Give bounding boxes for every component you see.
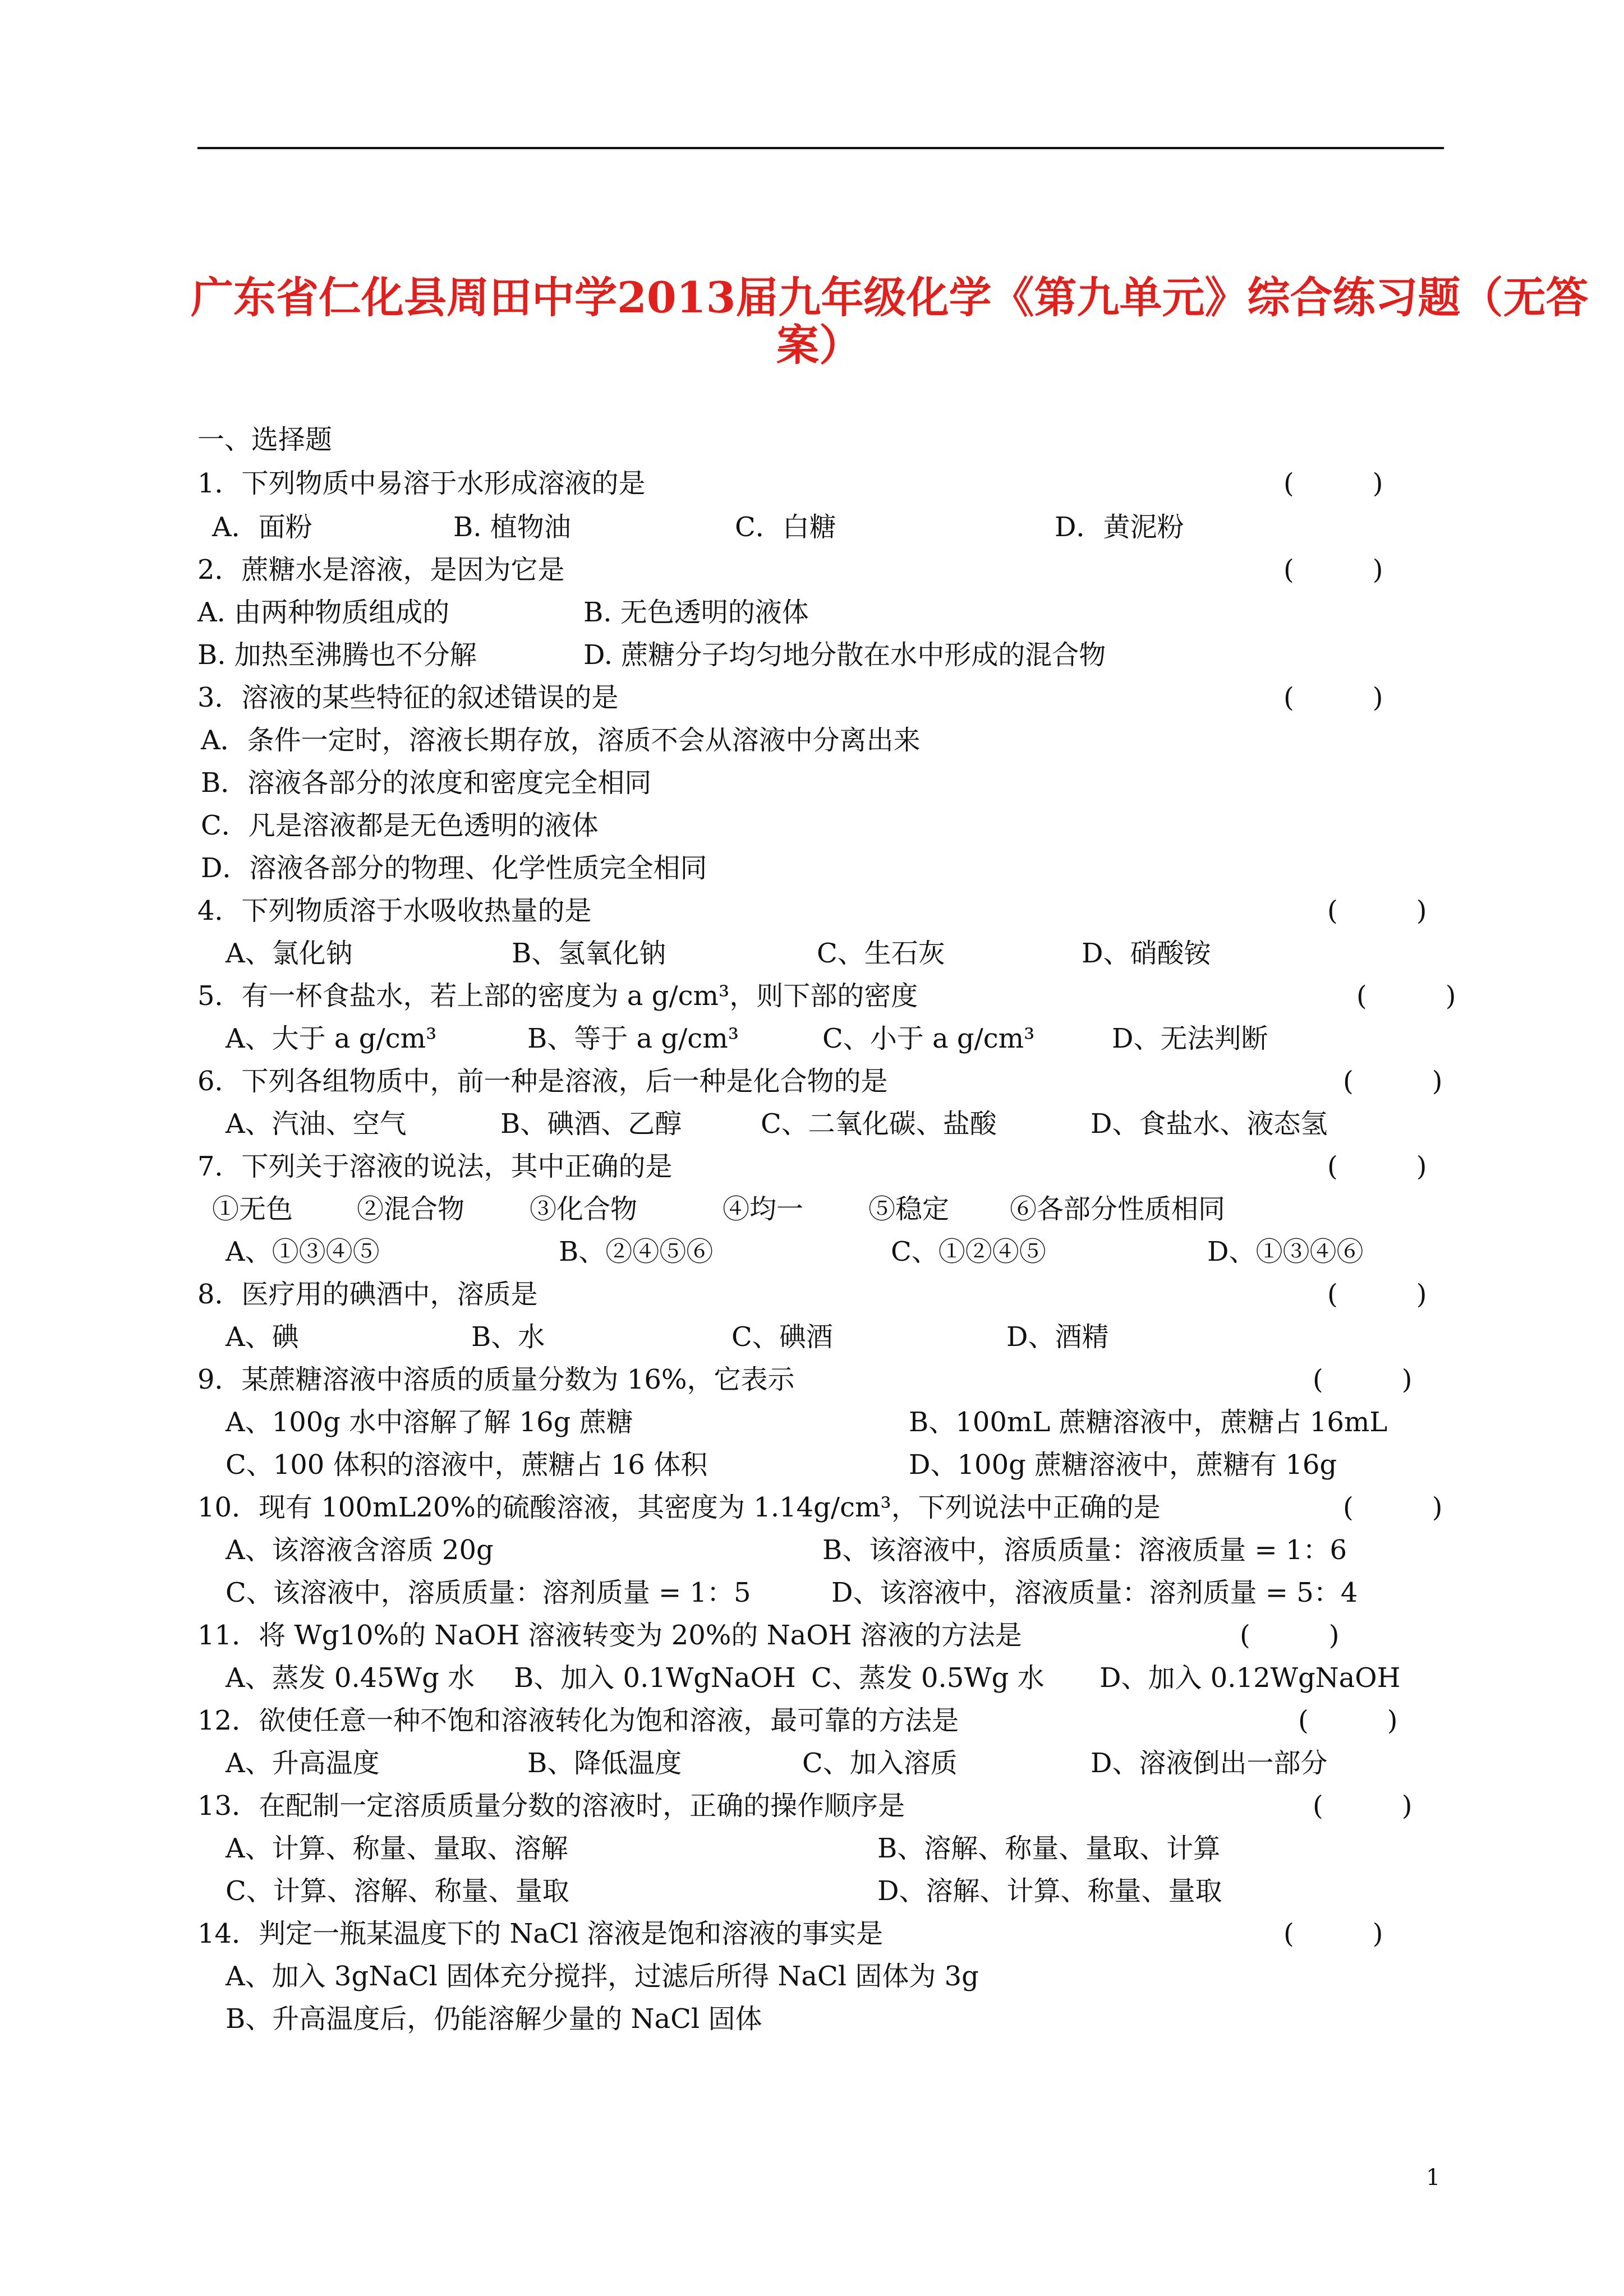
option: B、该溶液中，溶质质量：溶液质量 = 1：6 bbox=[822, 1534, 1347, 1566]
option: C、100 体积的溶液中，蔗糖占 16 体积 bbox=[226, 1449, 708, 1481]
answer-bracket: ( ) bbox=[1356, 980, 1456, 1012]
question-stem: 3．溶液的某些特征的叙述错误的是 bbox=[197, 682, 619, 713]
question-stem: 5．有一杯食盐水，若上部的密度为 a g/cm³，则下部的密度 bbox=[197, 980, 918, 1012]
answer-bracket: ( ) bbox=[1327, 895, 1427, 926]
question-stem: 1．下列物质中易溶于水形成溶液的是 bbox=[197, 468, 646, 499]
option: D、溶解、计算、称量、量取 bbox=[877, 1875, 1222, 1907]
question-stem: 14．判定一瓶某温度下的 NaCl 溶液是饱和溶液的事实是 bbox=[197, 1918, 884, 1949]
option: D、硝酸铵 bbox=[1082, 938, 1211, 969]
option: C、蒸发 0.5Wg 水 bbox=[811, 1662, 1045, 1694]
option: B、升高温度后，仍能溶解少量的 NaCl 固体 bbox=[226, 2003, 762, 2035]
answer-bracket: ( ) bbox=[1283, 682, 1383, 713]
answer-bracket: ( ) bbox=[1343, 1066, 1443, 1097]
statement-item: ⑤稳定 bbox=[868, 1193, 950, 1225]
question-stem: 6．下列各组物质中，前一种是溶液，后一种是化合物的是 bbox=[197, 1066, 888, 1097]
option: A、①③④⑤ bbox=[226, 1236, 380, 1267]
option: C、二氧化碳、盐酸 bbox=[761, 1108, 997, 1140]
statement-item: ⑥各部分性质相同 bbox=[1010, 1193, 1226, 1225]
option: A、汽油、空气 bbox=[226, 1108, 407, 1140]
document-title-line-1: 广东省仁化县周田中学2013届九年级化学《第九单元》综合练习题（无答 bbox=[191, 273, 1589, 322]
option: B、100mL 蔗糖溶液中，蔗糖占 16mL bbox=[909, 1407, 1388, 1438]
question-stem: 8．医疗用的碘酒中，溶质是 bbox=[197, 1279, 538, 1310]
option: C、①②④⑤ bbox=[891, 1236, 1046, 1267]
option: B、水 bbox=[471, 1321, 545, 1353]
option: A、加入 3gNaCl 固体充分搅拌，过滤后所得 NaCl 固体为 3g bbox=[226, 1961, 979, 1992]
option: B、等于 a g/cm³ bbox=[527, 1023, 739, 1054]
option: C．白糖 bbox=[735, 511, 836, 543]
option: A．条件一定时，溶液长期存放，溶质不会从溶液中分离出来 bbox=[201, 725, 921, 756]
option: A、100g 水中溶解了解 16g 蔗糖 bbox=[226, 1407, 633, 1438]
question-stem: 11．将 Wg10%的 NaOH 溶液转变为 20%的 NaOH 溶液的方法是 bbox=[197, 1620, 1022, 1651]
option: C、该溶液中，溶质质量：溶剂质量 = 1：5 bbox=[226, 1577, 751, 1608]
option: A．面粉 bbox=[212, 511, 312, 543]
option: A、大于 a g/cm³ bbox=[226, 1023, 437, 1054]
option: A、氯化钠 bbox=[226, 938, 353, 969]
option: B. 植物油 bbox=[453, 511, 571, 543]
question-stem: 12．欲使任意一种不饱和溶液转化为饱和溶液，最可靠的方法是 bbox=[197, 1705, 959, 1736]
option: B、溶解、称量、量取、计算 bbox=[877, 1833, 1221, 1864]
answer-bracket: ( ) bbox=[1327, 1279, 1427, 1310]
option: D、酒精 bbox=[1006, 1321, 1109, 1353]
answer-bracket: ( ) bbox=[1327, 1151, 1427, 1182]
page-number: 1 bbox=[1426, 2165, 1441, 2191]
option: A、计算、称量、量取、溶解 bbox=[226, 1833, 568, 1864]
question-stem: 10．现有 100mL20%的硫酸溶液，其密度为 1.14g/cm³，下列说法中正确的是 bbox=[197, 1492, 1161, 1523]
option: A、蒸发 0.45Wg 水 bbox=[226, 1662, 475, 1694]
option: B、降低温度 bbox=[527, 1748, 682, 1779]
option: B. 无色透明的液体 bbox=[583, 597, 809, 628]
answer-bracket: ( ) bbox=[1283, 1918, 1383, 1949]
answer-bracket: ( ) bbox=[1313, 1364, 1413, 1395]
option: C、计算、溶解、称量、量取 bbox=[226, 1875, 569, 1907]
answer-bracket: ( ) bbox=[1240, 1620, 1340, 1651]
header-rule bbox=[197, 147, 1444, 149]
question-stem: 13．在配制一定溶质质量分数的溶液时，正确的操作顺序是 bbox=[197, 1790, 905, 1822]
option: D、溶液倒出一部分 bbox=[1091, 1748, 1328, 1779]
question-stem: 7．下列关于溶液的说法，其中正确的是 bbox=[197, 1151, 673, 1182]
option: D、该溶液中，溶液质量：溶剂质量 = 5：4 bbox=[831, 1577, 1358, 1608]
option: D、加入 0.12WgNaOH bbox=[1099, 1662, 1401, 1694]
question-stem: 9．某蔗糖溶液中溶质的质量分数为 16%，它表示 bbox=[197, 1364, 795, 1395]
option: C、加入溶质 bbox=[802, 1748, 958, 1779]
option: A、升高温度 bbox=[226, 1748, 380, 1779]
option: A、该溶液含溶质 20g bbox=[226, 1534, 494, 1566]
question-stem: 4．下列物质溶于水吸收热量的是 bbox=[197, 895, 592, 926]
option: A. 由两种物质组成的 bbox=[197, 597, 450, 628]
option: B、氢氧化钠 bbox=[512, 938, 666, 969]
statement-item: ④均一 bbox=[723, 1193, 804, 1225]
option: D．溶液各部分的物理、化学性质完全相同 bbox=[201, 852, 707, 884]
option: D. 蔗糖分子均匀地分散在水中形成的混合物 bbox=[583, 639, 1106, 671]
statement-item: ②混合物 bbox=[357, 1193, 465, 1225]
option: B、②④⑤⑥ bbox=[559, 1236, 714, 1267]
option: C、小于 a g/cm³ bbox=[822, 1023, 1035, 1054]
answer-bracket: ( ) bbox=[1343, 1492, 1443, 1523]
option: A、碘 bbox=[226, 1321, 299, 1353]
option: D、无法判断 bbox=[1112, 1023, 1268, 1054]
option: D、食盐水、液态氢 bbox=[1091, 1108, 1328, 1140]
option: D．黄泥粉 bbox=[1055, 511, 1184, 543]
document-title-line-2: 案） bbox=[776, 320, 862, 370]
option: C．凡是溶液都是无色透明的液体 bbox=[201, 810, 599, 841]
option: C、碘酒 bbox=[732, 1321, 833, 1353]
statement-item: ①无色 bbox=[212, 1193, 293, 1225]
option: B. 加热至沸腾也不分解 bbox=[197, 639, 477, 671]
option: B．溶液各部分的浓度和密度完全相同 bbox=[201, 767, 652, 799]
option: B、加入 0.1WgNaOH bbox=[514, 1662, 796, 1694]
option: D、①③④⑥ bbox=[1207, 1236, 1364, 1267]
answer-bracket: ( ) bbox=[1313, 1790, 1413, 1822]
answer-bracket: ( ) bbox=[1298, 1705, 1398, 1736]
statement-item: ③化合物 bbox=[530, 1193, 638, 1225]
answer-bracket: ( ) bbox=[1283, 468, 1383, 499]
option: D、100g 蔗糖溶液中，蔗糖有 16g bbox=[909, 1449, 1337, 1481]
question-stem: 2．蔗糖水是溶液，是因为它是 bbox=[197, 554, 565, 585]
option: B、碘酒、乙醇 bbox=[500, 1108, 682, 1140]
answer-bracket: ( ) bbox=[1283, 554, 1383, 585]
option: C、生石灰 bbox=[817, 938, 945, 969]
